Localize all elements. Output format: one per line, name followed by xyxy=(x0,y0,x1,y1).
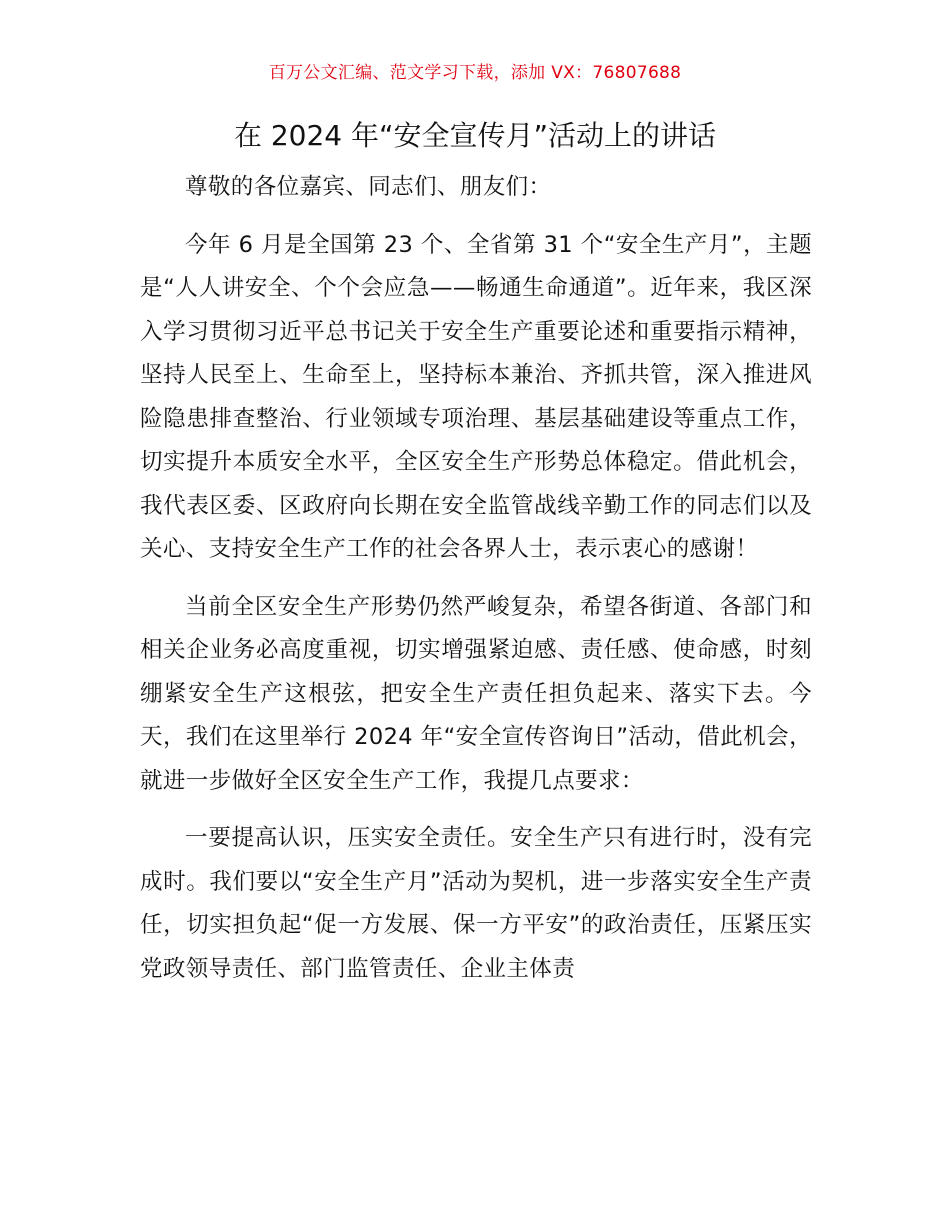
paragraph-1: 今年 6 月是全国第 23 个、全省第 31 个“安全生产月”，主题是“人人讲安全、个个会应急——畅通生命通道”。近年来，我区深入学习贯彻习近平总书记关于安全生产重要论述和重要指示精神，坚持人民至上、生命至上，坚持标本兼治、齐抓共管，深入推进风险隐患排查整治、行业领域专项治理、基层基础建设等重点工作，切实提升本质安全水平，全区安全生产形势总体稳定。借此机会，我代表区委、区政府向长期在安全监管战线辛勤工作的同志们以及关心、支持安全生产工作的社会各界人士，表示衷心的感谢！ xyxy=(140,231,812,562)
paragraph-2: 当前全区安全生产形势仍然严峻复杂，希望各街道、各部门和相关企业务必高度重视，切实增强紧迫感、责任感、使命感，时刻绷紧安全生产这根弦，把安全生产责任担负起来、落实下去。今天，我们在这里举行 2024 年“安全宣传咨询日”活动，借此机会，就进一步做好全区安全生产工作，我提几点要求： xyxy=(140,593,812,794)
document-title: 在 2024 年“安全宣传月”活动上的讲话 xyxy=(233,119,717,152)
header-watermark-note: 百万公文汇编、范文学习下载，添加 VX：76807688 xyxy=(268,63,682,83)
salutation: 尊敬的各位嘉宾、同志们、朋友们： xyxy=(185,174,552,200)
paragraph-3: 一要提高认识，压实安全责任。安全生产只有进行时，没有完成时。我们要以“安全生产月”活动为契机，进一步落实安全生产责任，切实担负起“促一方发展、保一方平安”的政治责任，压紧压实党政领导责任、部门监管责任、企业主体责 xyxy=(140,825,812,982)
document-body xyxy=(140,166,812,1005)
